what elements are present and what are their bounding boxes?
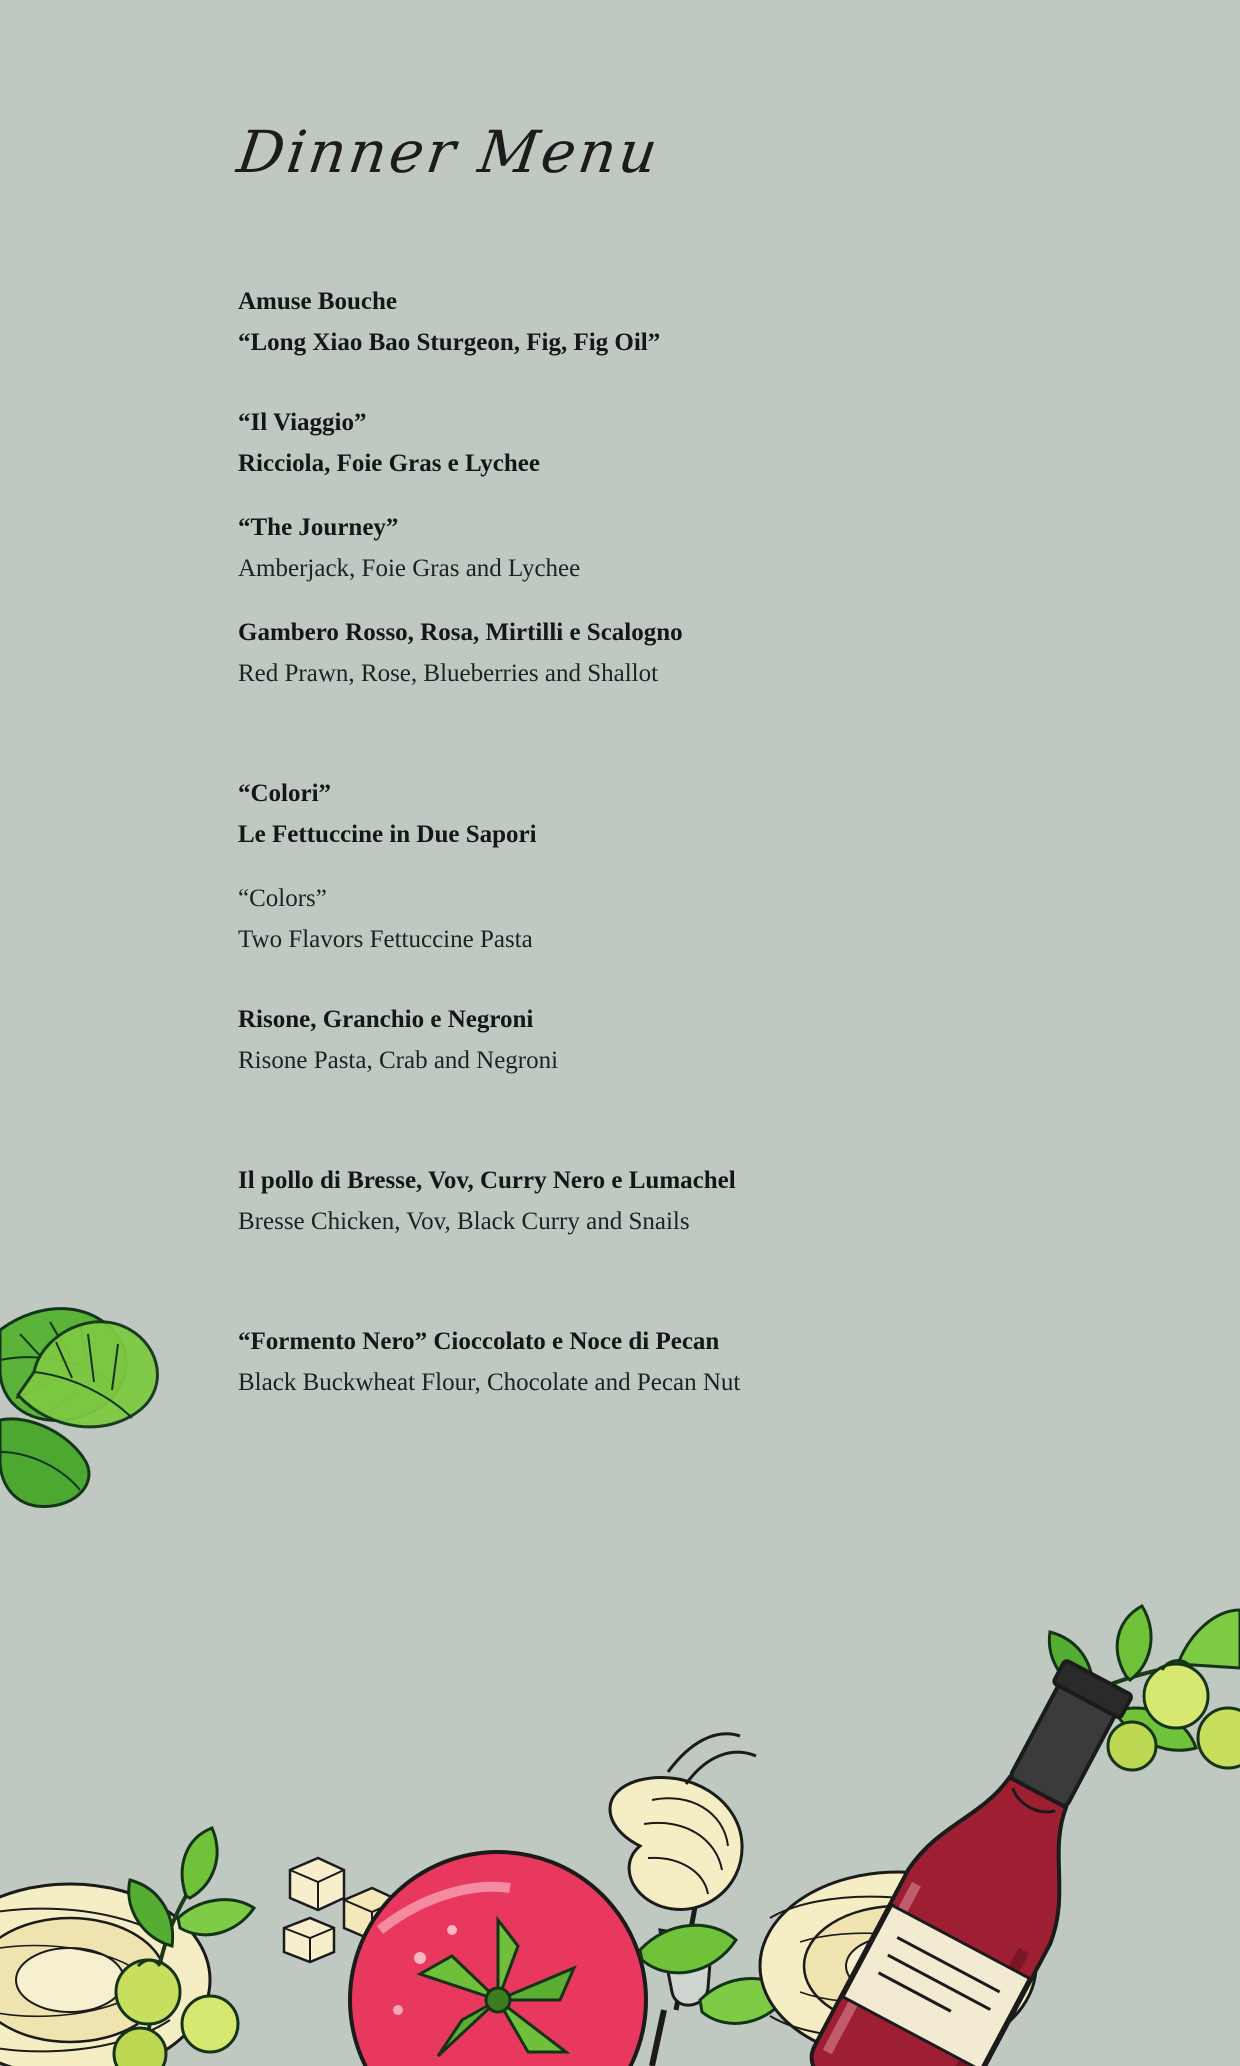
spacer <box>238 1081 1038 1161</box>
course-heading: Amuse Bouche <box>238 288 398 315</box>
course-heading: “Colori” <box>238 780 332 807</box>
spacer <box>238 484 1038 508</box>
course-italian-name: “Long Xiao Bao Sturgeon, Fig, Fig Oil” <box>238 328 661 356</box>
course-english-name: Two Flavors Fettuccine Pasta <box>238 925 533 953</box>
menu-content <box>238 282 1038 1403</box>
spacer <box>238 694 1038 774</box>
course-english-name: Bresse Chicken, Vov, Black Curry and Snails <box>238 1207 690 1235</box>
fork-with-pasta-illustration <box>610 1734 790 2066</box>
olive-branch-illustration <box>1049 1606 1240 1770</box>
course-amuse-bouche <box>238 282 1038 363</box>
course-english-name: Amberjack, Foie Gras and Lychee <box>238 554 581 582</box>
course-gambero-rosso <box>238 613 1038 694</box>
course-english-name: Black Buckwheat Flour, Chocolate and Pecan Nut <box>238 1368 741 1396</box>
basil-leaf-illustration <box>0 1309 157 1507</box>
course-heading: “Il Viaggio” <box>238 409 367 436</box>
course-formento-nero <box>238 1322 1038 1403</box>
page-title: Dinner Menu <box>233 118 665 186</box>
course-english-name: Red Prawn, Rose, Blueberries and Shallot <box>238 659 659 687</box>
course-italian-name: Risone, Granchio e Negroni <box>238 1006 534 1033</box>
spacer <box>238 960 1038 1000</box>
spacer <box>238 855 1038 879</box>
course-risone <box>238 1000 1038 1081</box>
course-colori <box>238 774 1038 960</box>
course-italian-name: Ricciola, Foie Gras e Lychee <box>238 449 541 477</box>
cheese-cubes-illustration <box>284 1858 398 1962</box>
tomato-illustration <box>350 1852 646 2066</box>
course-english-title: “Colors” <box>238 885 327 912</box>
course-il-viaggio <box>238 403 1038 589</box>
course-italian-name: Il pollo di Bresse, Vov, Curry Nero e Lumachel <box>238 1167 736 1194</box>
red-wine-bottle-illustration <box>803 1641 1171 2066</box>
course-english-title: “The Journey” <box>238 514 399 541</box>
spacer <box>238 589 1038 613</box>
course-pollo-bresse <box>238 1161 1038 1242</box>
fettuccine-nest-illustration <box>760 1872 1036 2060</box>
course-italian-name: “Formento Nero” Cioccolato e Noce di Pecan <box>238 1328 720 1355</box>
fettuccine-nest-illustration <box>0 1884 210 2066</box>
course-italian-name: Le Fettuccine in Due Sapori <box>238 820 537 848</box>
spacer <box>238 363 1038 403</box>
course-english-name: Risone Pasta, Crab and Negroni <box>238 1046 559 1074</box>
olive-branch-illustration <box>114 1828 254 2066</box>
spacer <box>238 1242 1038 1322</box>
course-italian-name: Gambero Rosso, Rosa, Mirtilli e Scalogno <box>238 619 683 646</box>
